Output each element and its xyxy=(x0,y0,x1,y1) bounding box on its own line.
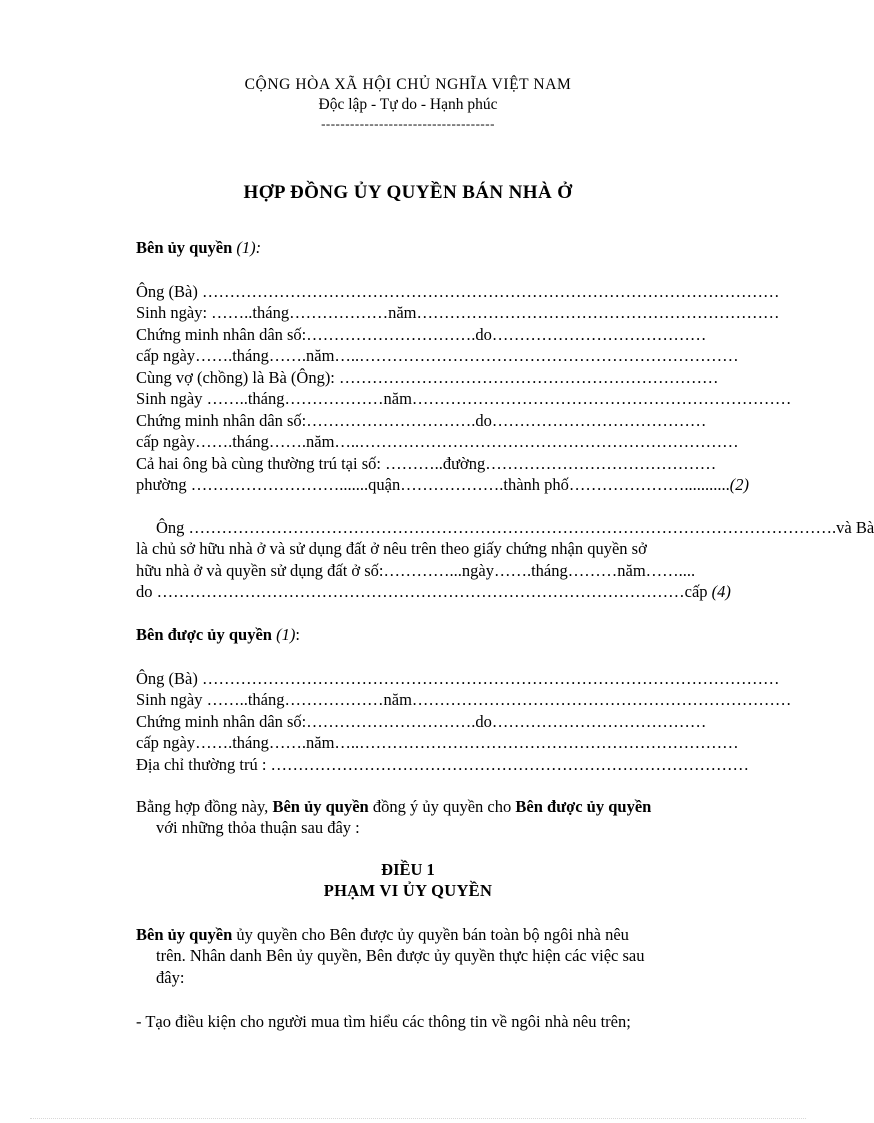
principal-line-spouse-dob: Sinh ngày ……..tháng………………năm…………………………………………………………… xyxy=(136,389,792,408)
document-title: HỢP ĐỒNG ỦY QUYỀN BÁN NHÀ Ở xyxy=(243,182,573,203)
agent-heading-note: (1) xyxy=(276,625,296,644)
agreement-line-1 xyxy=(136,797,738,817)
article-1-bold: Bên ủy quyền xyxy=(136,925,233,944)
principal-line-dob: Sinh ngày: ……..tháng………………năm………………………………………………………… xyxy=(136,303,780,322)
principal-heading xyxy=(136,238,738,258)
principal-line-name: Ông (Bà) …………………………………………………………………………………………… xyxy=(136,282,780,301)
principal-heading-note: (1): xyxy=(236,238,262,257)
agent-line-dob: Sinh ngày ……..tháng………………năm…………………………………………………………… xyxy=(136,690,792,709)
article-1-item-1: - Tạo điều kiện cho người mua tìm hiểu các thông tin về ngôi nhà nêu trên; xyxy=(136,1012,631,1031)
principal-line-address: Cả hai ông bà cùng thường trú tại số: ………..đường…………………………………… xyxy=(136,454,717,473)
ownership-line-4 xyxy=(136,582,738,602)
article-1-title: PHẠM VI ỦY QUYỀN xyxy=(323,881,493,900)
agreement-bold-1: Bên ủy quyền xyxy=(272,797,369,816)
principal-line-ward xyxy=(136,475,750,495)
agent-heading xyxy=(136,625,738,645)
header-rule: ------------------------------------ xyxy=(321,116,495,131)
agent-line-name: Ông (Bà) …………………………………………………………………………………………… xyxy=(136,669,780,688)
ownership-line-2: là chủ sở hữu nhà ở và sử dụng đất ở nêu trên theo giấy chứng nhận quyền sở xyxy=(136,539,647,558)
ownership-line-4-note: (4) xyxy=(711,582,731,601)
agent-line-id-date: cấp ngày…….tháng…….năm…..…………………………………………………………… xyxy=(136,733,739,752)
national-name: CỘNG HÒA XÃ HỘI CHỦ NGHĨA VIỆT NAM xyxy=(244,76,572,93)
agreement-bold-2: Bên được ủy quyền xyxy=(515,797,652,816)
principal-heading-label: Bên ủy quyền xyxy=(136,238,233,257)
principal-line-id-date: cấp ngày…….tháng…….năm…..…………………………………………………………… xyxy=(136,346,739,365)
agreement-part-1: Bằng hợp đồng này, xyxy=(136,797,269,816)
agent-heading-label: Bên được ủy quyền xyxy=(136,625,272,644)
principal-line-spouse-id-date: cấp ngày…….tháng…….năm…..…………………………………………………………… xyxy=(136,432,739,451)
principal-line-spouse-id: Chứng minh nhân dân số:………………………….do………………………………… xyxy=(136,411,707,430)
article-1-line-2: trên. Nhân danh Bên ủy quyền, Bên được ủy quyền thực hiện các việc sau xyxy=(156,946,645,965)
agreement-part-2: đồng ý ủy quyền cho xyxy=(372,797,512,816)
article-1-line-1 xyxy=(136,925,738,945)
principal-ward-note: (2) xyxy=(729,475,750,494)
page-bottom-rule xyxy=(30,1118,806,1119)
article-1-line-3: đây: xyxy=(156,968,185,987)
agent-line-address: Địa chỉ thường trú : …………………………………………………………………………… xyxy=(136,755,750,774)
principal-line-id: Chứng minh nhân dân số:………………………….do………………………………… xyxy=(136,325,707,344)
ownership-line-3: hữu nhà ở và quyền sử dụng đất ở số:…………...ngày…….tháng………năm…….... xyxy=(136,561,696,580)
agreement-line-2: với những thỏa thuận sau đây : xyxy=(156,818,360,837)
article-1-number: ĐIỀU 1 xyxy=(381,860,435,879)
article-1-line-1-rest: ủy quyền cho Bên được ủy quyền bán toàn bộ ngôi nhà nêu xyxy=(236,925,629,944)
ownership-line-4-text: do ……………………………………………………………………………………cấp xyxy=(136,582,708,601)
principal-line-spouse: Cùng vợ (chồng) là Bà (Ông): …………………………………………………………… xyxy=(136,368,719,387)
principal-ward-text: phường ……………………….......quận……………….thành phố…………………........... xyxy=(136,475,730,494)
agent-line-id: Chứng minh nhân dân số:………………………….do………………………………… xyxy=(136,712,707,731)
agent-heading-colon: : xyxy=(295,625,300,644)
ownership-line-1: Ông ……………………………………………………………………………………………………….và Bà xyxy=(156,518,874,537)
national-motto: Độc lập - Tự do - Hạnh phúc xyxy=(318,96,498,113)
